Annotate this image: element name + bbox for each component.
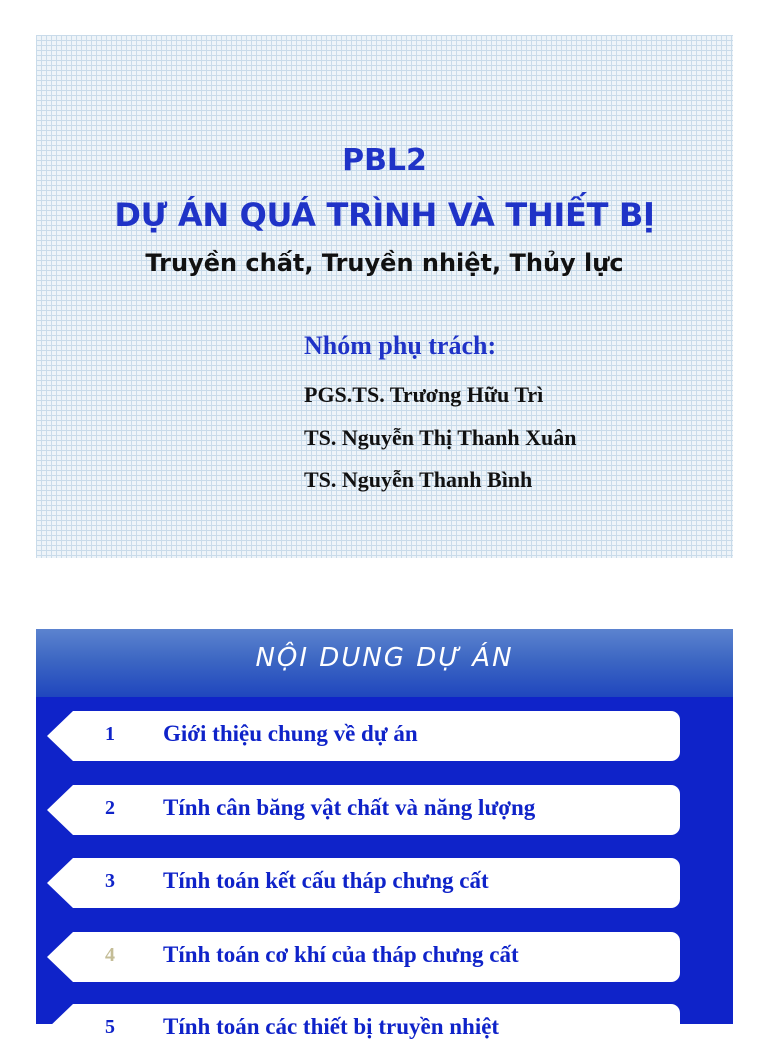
contents-item xyxy=(73,711,680,761)
title-slide xyxy=(36,35,733,558)
contents-item xyxy=(73,932,680,982)
contents-slide xyxy=(36,629,733,1039)
contents-title: NỘI DUNG DỰ ÁN xyxy=(255,643,514,673)
item-text: Tính toán các thiết bị truyền nhiệt xyxy=(163,1014,500,1039)
item-number: 1 xyxy=(105,723,115,745)
contents-item xyxy=(73,1004,680,1054)
item-number: 3 xyxy=(105,870,115,892)
item-number: 2 xyxy=(105,797,115,819)
project-title: DỰ ÁN QUÁ TRÌNH VÀ THIẾT BỊ xyxy=(114,196,655,234)
item-text: Giới thiệu chung về dự án xyxy=(163,721,418,746)
group-heading: Nhóm phụ trách: xyxy=(304,331,497,360)
member-name: PGS.TS. Trương Hữu Trì xyxy=(304,382,544,407)
member-name: TS. Nguyễn Thị Thanh Xuân xyxy=(304,425,577,450)
item-text: Tính toán kết cấu tháp chưng cất xyxy=(163,868,489,893)
item-number: 5 xyxy=(105,1016,115,1038)
contents-item xyxy=(73,858,680,908)
course-code: PBL2 xyxy=(342,143,427,178)
item-text: Tính toán cơ khí của tháp chưng cất xyxy=(163,942,519,967)
item-text: Tính cân băng vật chất và năng lượng xyxy=(163,795,536,820)
project-subtitle: Truyền chất, Truyền nhiệt, Thủy lực xyxy=(145,249,624,277)
member-name: TS. Nguyễn Thanh Bình xyxy=(304,467,533,492)
item-number: 4 xyxy=(105,944,115,966)
contents-item xyxy=(73,785,680,835)
contents-header xyxy=(36,629,733,697)
